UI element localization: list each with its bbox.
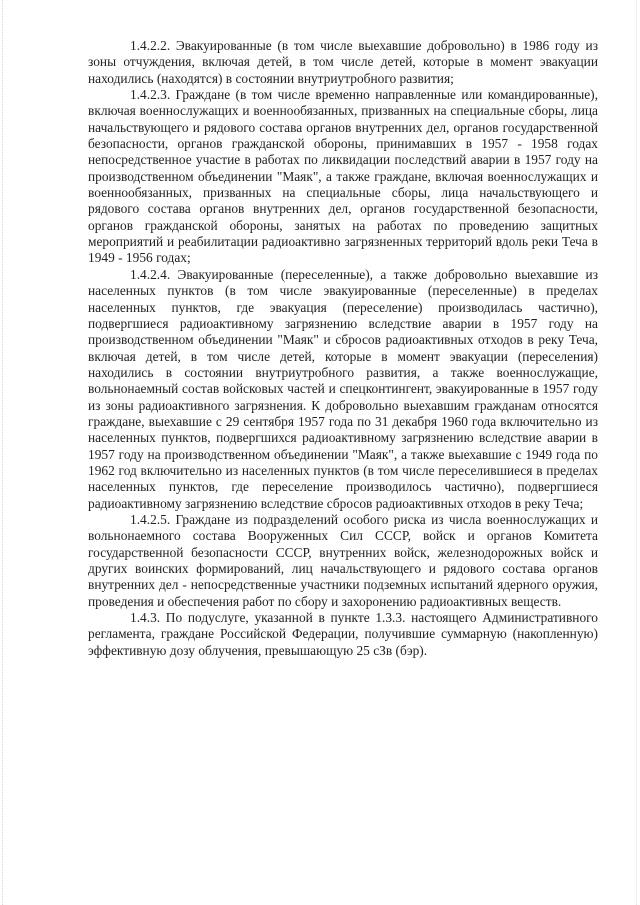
scan-edge-left xyxy=(2,0,6,905)
paragraph-1-4-2-3: 1.4.2.3. Граждане (в том числе временно направленные или командированные), включая военнослужащих и военнообязанных, призванных на специальные сборы, лица начальствующего и рядового состава органов внутренних дел, органов государственной безопасности, органов гражданской обороны, принимавших в 1957 - 1958 годах непосредственное участие в работах по ликвидации последствий аварии в 1957 году на производственном объединении "Маяк", а также граждане, включая военнослужащих и военнообязанных, призванных на специальные сборы, лица начальствующего и рядового состава органов внутренних дел, органов государственной безопасности, органов гражданской обороны, занятых на работах по проведению защитных мероприятий и реабилитации радиоактивно загрязненных территорий вдоль реки Теча в 1949 - 1956 годах; xyxy=(88,87,598,266)
paragraph-1-4-2-5: 1.4.2.5. Граждане из подразделений особого риска из числа военнослужащих и вольнонаемного состава Вооруженных Сил СССР, войск и органов Комитета государственной безопасности СССР, внутренних войск, железнодорожных войск и других воинских формирований, лиц начальствующего и рядового состава органов внутренних дел - непосредственные участники подземных испытаний ядерного оружия, проведения и обеспечения работ по сбору и захоронению радиоактивных веществ. xyxy=(88,511,598,609)
paragraph-1-4-2-4: 1.4.2.4. Эвакуированные (переселенные), а также добровольно выехавшие из населенных пунктов (в том числе эвакуированные (переселенные) в пределах населенных пунктов, где эвакуация (переселение) производилась частично), подвергшиеся радиоактивному загрязнению вследствие аварии в 1957 году на производственном объединении "Маяк" и сбросов радиоактивных отходов в реку Теча, включая детей, в том числе детей, которые в момент эвакуации (переселения) находились в состоянии внутриутробного развития, а также военнослужащие, вольнонаемный состав войсковых частей и спецконтингент, эвакуированные в 1957 году из зоны радиоактивного загрязнения. К добровольно выехавшим гражданам относятся граждане, выехавшие с 29 сентября 1957 года по 31 декабря 1960 года включительно из населенных пунктов, подвергшихся радиоактивному загрязнению вследствие аварии в 1957 году на производственном объединении "Маяк", а также выехавшие с 1949 года по 1962 год включительно из населенных пунктов (в том числе переселившиеся в пределах населенных пунктов, где переселение производилось частично), подвергшиеся радиоактивному загрязнению вследствие сбросов радиоактивных отходов в реку Теча; xyxy=(88,266,598,511)
paragraph-1-4-2-2: 1.4.2.2. Эвакуированные (в том числе выехавшие добровольно) в 1986 году из зоны отчуждения, включая детей, в том числе детей, которые в момент эвакуации находились (находятся) в состоянии внутриутробного развития; xyxy=(88,38,598,86)
paragraph-1-4-3: 1.4.3. По подуслуге, указанной в пункте 1.3.3. настоящего Административного регламента, граждане Российской Федерации, получившие суммарную (накопленную) эффективную дозу облучения, превышающую 25 сЗв (бэр). xyxy=(88,610,598,658)
scan-edge-right xyxy=(633,0,637,905)
document-page xyxy=(88,38,598,659)
